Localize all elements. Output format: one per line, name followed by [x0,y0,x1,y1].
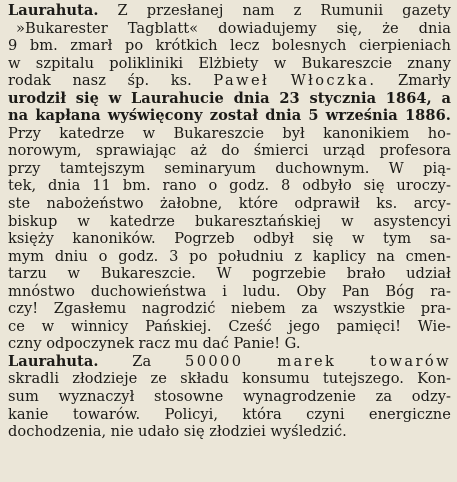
word: pra- [420,300,451,318]
word: 11 [92,177,111,195]
word: Przy [8,124,41,142]
word: 8 [281,177,291,195]
word: się, [336,19,363,37]
word: znany [407,54,451,72]
word: Pańskiej. [145,317,212,335]
text-line [8,195,451,213]
word: się [75,89,99,107]
word: Wie- [417,317,451,335]
word: norowym, [8,142,82,160]
text-line [8,107,451,125]
word: odbył [253,230,294,248]
word: tek, [8,177,37,195]
word: na [8,107,29,125]
word: w [41,317,55,335]
word: wyśledzić. [270,423,347,441]
word: Włoczka. [290,72,377,90]
word: że [382,19,399,37]
word: bolesnych [271,37,347,55]
word: ce [8,317,25,335]
word: się [183,423,205,441]
word: do [221,142,240,160]
word: duchownym. [275,159,370,177]
text-line [8,318,451,336]
word: która [242,405,282,423]
text-line [8,20,451,38]
word: Tagblatt« [127,19,199,37]
word: tarzu [8,265,47,283]
word: sprawiając [95,142,177,160]
word: czy! [8,300,39,318]
word: odzy- [411,388,451,406]
word: w [77,212,90,230]
word: uroczy- [396,177,451,195]
word: Zgasłemu [53,300,127,318]
word: południu [218,247,284,265]
word: ho- [427,124,451,142]
word: za [375,388,393,406]
word: był [282,124,305,142]
word: sa- [429,230,451,248]
word: Paweł [213,72,270,90]
text-line [8,265,451,283]
word: mym [8,247,45,265]
text-line [8,142,451,160]
word: śp. [127,72,150,90]
word: i [222,282,227,300]
word: dnia [48,177,81,195]
text-line [8,72,451,90]
word: brało [346,265,386,283]
word: nagrodzić [141,300,216,318]
word: dochodzenia, [8,423,107,441]
word: bm. [122,177,151,195]
word: bukaresztańskiej [194,212,321,230]
word: tym [383,230,412,248]
word: tutejszego. [322,370,404,388]
word: przy [8,159,41,177]
word: żałobne, [160,195,223,213]
word: czny [8,335,42,353]
text-line [8,177,451,195]
word: się [312,230,334,248]
word: ks. [376,195,398,213]
word: się [363,177,385,195]
word: niebem [230,300,286,318]
word: polikliniki [109,54,184,72]
word: po [124,37,144,55]
word: kanoników. [72,230,156,248]
word: energiczne [368,405,451,423]
text-line [8,55,451,73]
word: rodak [8,72,51,90]
word: bm. [29,37,58,55]
word: udało [138,423,180,441]
word: jego [288,317,320,335]
word: w [340,212,354,230]
word: 3 [169,247,179,265]
word: śmierci [253,142,309,160]
word: Kon- [417,370,451,388]
word: złodzieje [72,370,138,388]
word: W [388,159,404,177]
word: Cześć [228,317,272,335]
word: cmen- [405,247,451,265]
word: wyznaczył [58,388,135,406]
word: dnia [265,107,302,125]
word: o [98,247,108,265]
article-laurahuta-theft [8,353,451,441]
word: z [294,247,303,265]
word: został [209,107,259,125]
word: 1864, [385,89,432,107]
word: czyni [306,405,345,423]
word: które [238,195,279,213]
word: na [376,247,395,265]
word: Pogrzeb [174,230,235,248]
word: 1886. [404,107,451,125]
word: stosowne [154,388,224,406]
word: nie [110,423,134,441]
text-line [8,388,451,406]
word: asystencyi [373,212,451,230]
word: rano [162,177,197,195]
word: księży [8,230,54,248]
word: Panie! [233,335,281,353]
word: składu [180,370,229,388]
word: katedrze [59,124,125,142]
word: krótkich [155,37,218,55]
word: 50000 [185,352,244,370]
word: Rumunii [320,2,384,19]
word: wynagrodzenie [242,388,356,406]
word: Policyi, [164,405,219,423]
word: sum [8,388,39,406]
word: aż [190,142,207,160]
word: dnia [418,19,451,37]
word: urodził [8,89,67,107]
word: przesłanej [146,2,224,19]
word: ze [150,370,167,388]
text-line [8,37,451,55]
word: pamięci! [336,317,401,335]
word: dowiadujemy [218,19,317,37]
word: dać [202,335,229,353]
text-line [8,160,451,178]
text-line [8,370,451,388]
word: Pan [342,282,370,300]
text-line [8,335,451,353]
word: racz [138,335,171,353]
word: urząd [322,142,366,160]
text-line [8,125,451,143]
word: w [8,54,21,72]
word: nasz [72,72,106,90]
text-line [8,300,451,318]
word: cierpieniach [358,37,451,55]
word: września [325,107,398,125]
word: mnóstwo [8,282,76,300]
word: G. [284,335,301,353]
word: godz. [229,177,270,195]
word: gazety [402,2,451,19]
article-laurahuta-obituary [8,2,451,353]
word: lecz [230,37,260,55]
word: wyświęcony [107,107,203,125]
word: złodziei [209,423,266,441]
word: dniu [54,247,88,265]
word: Za [132,352,152,370]
word: 23 [279,89,300,107]
word: Bukareszcie [173,124,265,142]
word: szpitalu [35,54,95,72]
word: a [441,89,451,107]
word: Laurahuta. [8,2,99,19]
word: o [208,177,218,195]
word: towarów. [72,405,141,423]
word: ludu. [242,282,281,300]
word: Laurahucie [130,89,224,107]
word: katedrze [109,212,175,230]
word: skradli [8,370,60,388]
word: 5 [308,107,319,125]
word: marek [277,352,337,370]
word: pią- [423,159,451,177]
word: odprawił [294,195,360,213]
text-line [8,423,451,441]
word: Bóg [385,282,415,300]
word: godz. [118,247,159,265]
word: ra- [430,282,451,300]
word: pogrzebie [252,265,327,283]
word: w [351,230,365,248]
text-line [8,230,451,248]
word: Oby [296,282,327,300]
word: ks. [170,72,192,90]
word: 9 [8,37,18,55]
word: mu [174,335,199,353]
word: w [67,265,81,283]
word: zmarł [70,37,113,55]
text-line [8,90,451,108]
word: nabożeństwo [46,195,144,213]
word: Bukareszcie [301,54,393,72]
word: kapłana [35,107,101,125]
text-line [8,2,451,20]
text-line [8,213,451,231]
word: wszystkie [333,300,406,318]
text-line [8,406,451,424]
word: W [216,265,232,283]
word: z [293,2,302,19]
word: ste [8,195,31,213]
word: seminaryum [164,159,256,177]
word: konsumu [242,370,310,388]
word: »Bukarester [16,19,108,37]
word: dnia [233,89,270,107]
word: Z [117,2,128,19]
text-line [8,283,451,301]
word: Laurahuta. [8,352,99,370]
word: winnicy [70,317,129,335]
word: w [108,89,122,107]
word: profesora [379,142,451,160]
word: nam [242,2,275,19]
word: kaplicy [312,247,366,265]
word: po [189,247,208,265]
text-line [8,248,451,266]
word: duchowieństwa [90,282,207,300]
word: kanonikiem [323,124,410,142]
word: arcy- [413,195,451,213]
text-line [8,353,451,371]
word: kanie [8,405,49,423]
word: stycznia [309,89,377,107]
word: odpoczynek [46,335,134,353]
word: odbyło [302,177,352,195]
word: biskup [8,212,58,230]
word: towarów [370,352,451,370]
word: w [142,124,156,142]
word: w [273,54,287,72]
word: Zmarły [398,72,451,90]
word: Bukareszcie. [100,265,196,283]
word: Elżbiety [198,54,259,72]
word: udział [406,265,451,283]
word: za [301,300,318,318]
word: tamtejszym [59,159,145,177]
